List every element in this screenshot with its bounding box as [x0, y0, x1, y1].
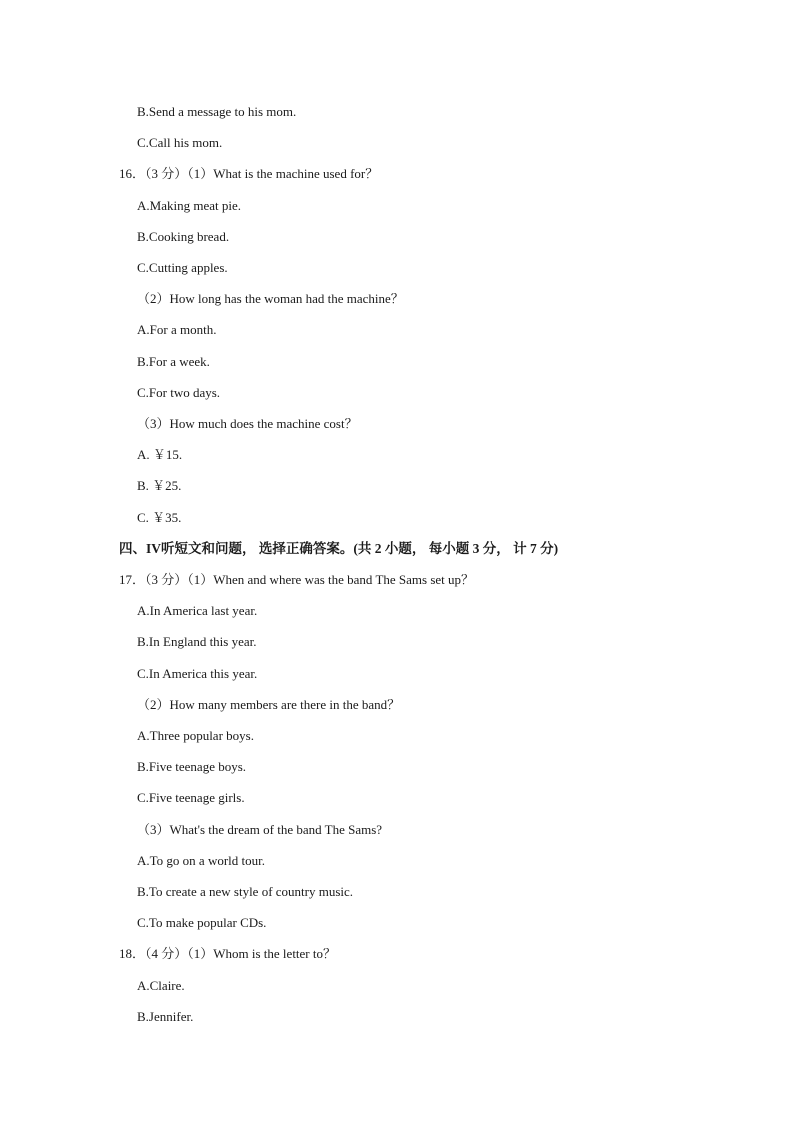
option-line: A.For a month. — [137, 322, 217, 338]
option-line: B.In England this year. — [137, 634, 257, 650]
question-line: 17．（3 分）（1）When and where was the band The Sams set up？ — [119, 572, 475, 587]
sub-question-line: （3）What's the dream of the band The Sams? — [137, 821, 383, 837]
sub-question-line: （2）How long has the woman had the machine？ — [137, 291, 404, 307]
option-line: A. ￥15. — [137, 447, 183, 463]
question-line: 16．（3 分）（1）What is the machine used for？ — [119, 166, 379, 182]
section-heading: 四、IV听短文和问题， 选择正确答案。(共 2 小题， 每小题 3 分， 计 7 分) — [119, 540, 559, 556]
option-line: B. ￥25. — [137, 478, 182, 494]
option-line: C.To make popular CDs. — [137, 915, 267, 931]
option-line: C.In America this year. — [137, 665, 258, 681]
option-line: B.Send a message to his mom. — [137, 104, 297, 119]
option-line: B.Cooking bread. — [137, 228, 230, 244]
option-line: A.Claire. — [137, 977, 185, 993]
question-line: 18．（4 分）（1）Whom is the letter to？ — [119, 946, 337, 962]
sub-question-line: （3）How much does the machine cost？ — [137, 416, 358, 431]
option-line: A.Three popular boys. — [137, 728, 254, 743]
option-line: C.Call his mom. — [137, 135, 223, 151]
option-line: A.To go on a world tour. — [137, 852, 265, 868]
option-line: C.Five teenage girls. — [137, 790, 245, 806]
option-line: B.For a week. — [137, 353, 210, 369]
option-line: A.Making meat pie. — [137, 197, 241, 213]
option-line: A.In America last year. — [137, 603, 258, 619]
sub-question-line: （2）How many members are there in the band？ — [137, 696, 401, 712]
option-line: C.For two days. — [137, 384, 221, 400]
option-line: B.To create a new style of country music. — [137, 884, 354, 899]
option-line: C.Cutting apples. — [137, 260, 228, 275]
option-line: B.Jennifer. — [137, 1008, 194, 1024]
option-line: B.Five teenage boys. — [137, 759, 247, 775]
option-line: C. ￥35. — [137, 509, 182, 525]
